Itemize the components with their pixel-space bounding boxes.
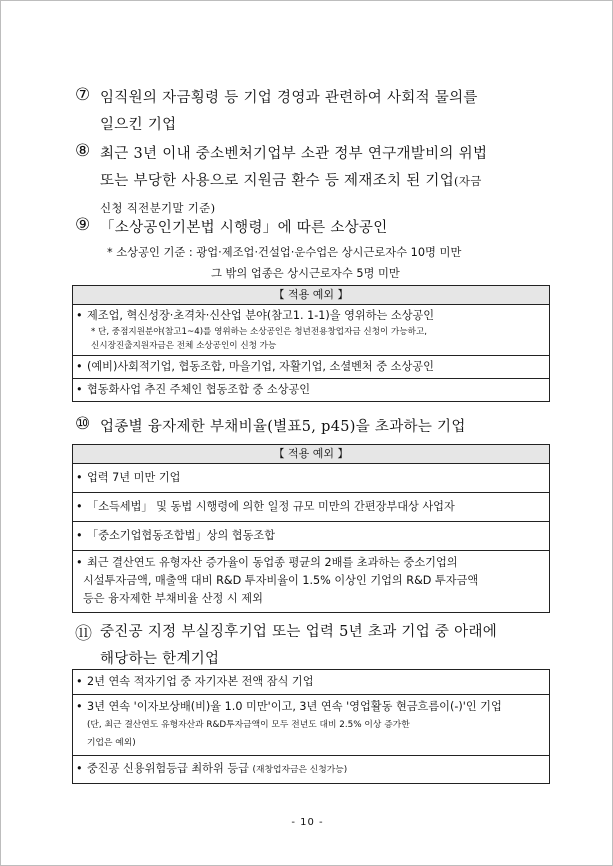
bullet: •: [76, 471, 83, 484]
exception-row: • 2년 연속 적자기업 중 자기자본 전액 잠식 기업: [73, 670, 549, 695]
criterion-10: [75, 414, 550, 441]
exception-header: 【 적용 예외 】: [73, 445, 549, 464]
criterion-8: [75, 141, 550, 222]
exception-row: • (예비)사회적기업, 협동조합, 마을기업, 자활기업, 소셜벤처 중 소상공인: [73, 356, 549, 379]
bullet: •: [76, 383, 83, 396]
criterion-number: ⑦: [75, 85, 91, 105]
exception-box-9: [72, 285, 550, 402]
criterion-9: [75, 215, 550, 242]
bullet: •: [76, 556, 83, 569]
exception-box-10: [72, 444, 550, 613]
small-business-criteria-note-cont: 그 밖의 업종은 상시근로자수 5명 미만: [211, 267, 400, 280]
bullet: •: [76, 529, 83, 542]
criterion-text: 최근 3년 이내 중소벤처기업부 소관 정부 연구개발비의 위법 또는 부당한 사용으로 지원금 환수 등 제재조치 된 기업(자금 신청 직전분기말 기준): [100, 146, 488, 215]
bullet: •: [76, 762, 83, 775]
exception-header: 【 적용 예외 】: [73, 286, 549, 305]
exception-row: • 「중소기업협동조합법」상의 협동조합: [73, 522, 549, 551]
criterion-number: ⑩: [75, 414, 91, 434]
exception-row: • 「소득세법」 및 동법 시행령에 의한 일정 규모 미만의 간편장부대상 사업자: [73, 493, 549, 522]
criterion-text: 중진공 지정 부실징후기업 또는 업력 5년 초과 기업 중 아래에 해당하는 한계기업: [100, 624, 498, 667]
criterion-text: 업종별 융자제한 부채비율(별표5, p45)을 초과하는 기업: [100, 419, 466, 435]
bullet: •: [76, 309, 83, 322]
small-business-criteria-note: * 소상공인 기준 : 광업·제조업·건설업·운수업은 상시근로자수 10명 미만: [107, 246, 462, 259]
criterion-number: ⑧: [75, 141, 91, 161]
exception-row: • 협동화사업 추진 주체인 협동조합 중 소상공인: [73, 379, 549, 401]
criterion-number: ⑪: [75, 624, 92, 644]
criterion-11: [75, 619, 550, 673]
page-number: - 10 -: [291, 817, 324, 828]
bullet: •: [76, 500, 83, 513]
exception-box-11: [72, 669, 550, 784]
bullet: •: [76, 675, 83, 688]
exception-row: • 중진공 신용위험등급 최하위 등급 (재창업자금은 신청가능): [73, 756, 549, 783]
criterion-number: ⑨: [75, 215, 91, 235]
criterion-text: 임직원의 자금횡령 등 기업 경영과 관련하여 사회적 물의를 일으킨 기업: [100, 90, 478, 133]
exception-row: • 제조업, 혁신성장·초격차·신산업 분야(참고1. 1-1)을 영위하는 소상공인 * 단, 중점지원분야(참고1~4)를 영위하는 소상공인은 청년전용창업자금 신청이 가능하고, 신시장진출지원자금은 전체 소상공인이 신청 가능: [73, 305, 549, 356]
criterion-text: 「소상공인기본법 시행령」에 따른 소상공인: [100, 220, 388, 236]
exception-row: • 업력 7년 미만 기업: [73, 464, 549, 493]
criterion-7: [75, 85, 550, 139]
bullet: •: [76, 360, 83, 373]
exception-row: • 최근 결산연도 유형자산 증가율이 동업종 평균의 2배를 초과하는 중소기업의 시설투자금액, 매출액 대비 R&D 투자비율이 1.5% 이상인 기업의 R&D 투자금액 등은 융자제한 부채비율 산정 시 제외: [76, 556, 479, 605]
exception-row: • 3년 연속 '이자보상배(비)율 1.0 미만'이고, 3년 연속 '영업활동 현금흐름이(-)'인 기업 (단, 최근 결산연도 유형자산과 R&D투자금액이 모두 전년도 대비 2.5% 이상 증가한 기업은 예외): [73, 695, 549, 756]
bullet: •: [76, 700, 83, 713]
